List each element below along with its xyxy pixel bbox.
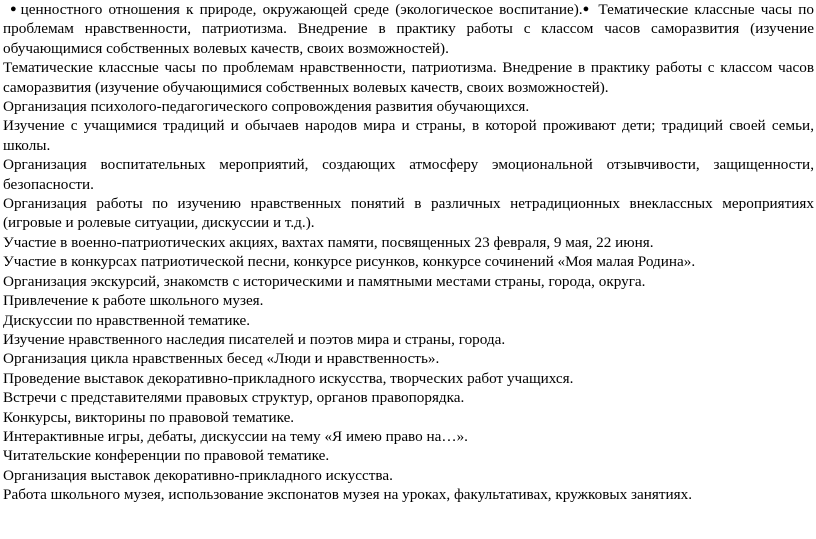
paragraph-excursions: Организация экскурсий, знакомств с историческими и памятными местами страны, города, округа. bbox=[3, 272, 646, 290]
paragraph-law-meetings: Встречи с представителями правовых структур, органов правопорядка. bbox=[3, 389, 465, 407]
first-paragraph bbox=[3, 0, 814, 58]
paragraph-moral-talks: Организация цикла нравственных бесед «Люди и нравственность». bbox=[3, 350, 440, 368]
paragraph-school-museum-work: Работа школьного музея, использование экспонатов музея на уроках, факультативах, кружковых занятиях. bbox=[3, 486, 693, 504]
paragraph-exhibitions: Проведение выставок декоративно-прикладного искусства, творческих работ учащихся. bbox=[3, 369, 574, 387]
bullet-icon: ● bbox=[582, 3, 590, 15]
paragraph-psych-support: Организация психолого-педагогического сопровождения развития обучающихся. bbox=[3, 98, 530, 116]
paragraph-classroom-hours: Тематические классные часы по проблемам нравственности, патриотизма. Внедрение в практику работы с классом часов саморазвития (изучение обучающимися собственных волевых качеств, своих возможностей). bbox=[3, 59, 814, 96]
paragraph-contests: Участие в конкурсах патриотической песни, конкурсе рисунков, конкурсе сочинений «Моя малая Родина». bbox=[3, 253, 696, 271]
paragraph-educational-events: Организация воспитательных мероприятий, создающих атмосферу эмоциональной отзывчивости, защищенности, безопасности. bbox=[3, 156, 814, 193]
paragraph-legal-quizzes: Конкурсы, викторины по правовой тематике. bbox=[3, 408, 295, 426]
first-paragraph-part2: Тематические классные часы по проблемам нравственности, патриотизма. Внедрение в практику работы с классом часов саморазвития (изучение обучающимися собственных волевых качеств, своих возможностей). bbox=[3, 1, 814, 57]
paragraph-moral-concepts: Организация работы по изучению нравственных понятий в различных нетрадиционных внеклассных мероприятиях (игровые и ролевые ситуации, дискуссии и т.д.). bbox=[3, 195, 814, 232]
paragraph-traditions: Изучение с учащимися традиций и обычаев народов мира и страны, в которой проживают дети; традиций своей семьи, школы. bbox=[3, 117, 814, 154]
bullet-icon: ● bbox=[10, 3, 17, 15]
paragraph-museum-involvement: Привлечение к работе школьного музея. bbox=[3, 292, 264, 310]
paragraph-moral-heritage: Изучение нравственного наследия писателей и поэтов мира и страны, города. bbox=[3, 330, 506, 348]
paragraph-military-patriotic: Участие в военно-патриотических акциях, вахтах памяти, посвященных 23 февраля, 9 мая, 22 июня. bbox=[3, 233, 654, 251]
paragraph-applied-art-exhibitions: Организация выставок декоративно-прикладного искусства. bbox=[3, 466, 393, 484]
paragraph-discussions: Дискуссии по нравственной тематике. bbox=[3, 311, 251, 329]
paragraph-interactive-games: Интерактивные игры, дебаты, дискуссии на тему «Я имею право на…». bbox=[3, 427, 468, 445]
paragraph-reader-conferences: Читательские конференции по правовой тематике. bbox=[3, 447, 330, 465]
first-paragraph-part1: ценностного отношения к природе, окружающей среде (экологическое воспитание). bbox=[20, 1, 583, 18]
